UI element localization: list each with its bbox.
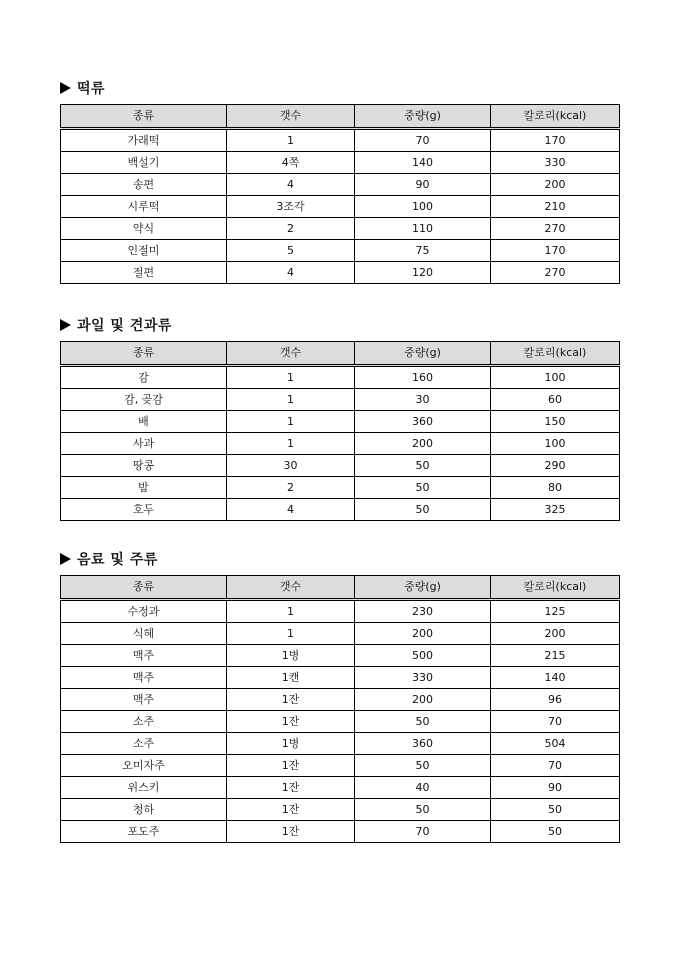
cell-type: 위스키 <box>61 777 227 799</box>
cell-calories: 70 <box>491 711 620 733</box>
cell-calories: 100 <box>491 433 620 455</box>
cell-calories: 96 <box>491 689 620 711</box>
cell-calories: 140 <box>491 667 620 689</box>
cell-weight: 50 <box>355 711 491 733</box>
cell-type: 배 <box>61 411 227 433</box>
cell-weight: 160 <box>355 366 491 389</box>
cell-weight: 30 <box>355 389 491 411</box>
cell-type: 인절미 <box>61 240 227 262</box>
section-title <box>60 78 620 98</box>
cell-count: 30 <box>227 455 355 477</box>
cell-calories: 325 <box>491 499 620 521</box>
table-row <box>61 262 620 284</box>
cell-count: 1잔 <box>227 755 355 777</box>
cell-type: 감 <box>61 366 227 389</box>
header-cell-calories: 칼로리(kcal) <box>491 342 620 366</box>
cell-type: 절편 <box>61 262 227 284</box>
cell-weight: 200 <box>355 433 491 455</box>
cell-weight: 100 <box>355 196 491 218</box>
cell-count: 2 <box>227 477 355 499</box>
table-row <box>61 129 620 152</box>
cell-calories: 330 <box>491 152 620 174</box>
cell-type: 오미자주 <box>61 755 227 777</box>
cell-count: 4 <box>227 174 355 196</box>
table-row <box>61 711 620 733</box>
cell-calories: 150 <box>491 411 620 433</box>
table-row <box>61 645 620 667</box>
cell-count: 1잔 <box>227 689 355 711</box>
cell-weight: 75 <box>355 240 491 262</box>
cell-count: 1캔 <box>227 667 355 689</box>
section-title-text: 떡류 <box>77 81 106 97</box>
table-row <box>61 196 620 218</box>
cell-type: 맥주 <box>61 645 227 667</box>
cell-type: 포도주 <box>61 821 227 843</box>
cell-type: 소주 <box>61 711 227 733</box>
table-row <box>61 152 620 174</box>
header-cell-type: 종류 <box>61 576 227 600</box>
cell-count: 4쪽 <box>227 152 355 174</box>
table-row <box>61 821 620 843</box>
calorie-table <box>60 341 620 521</box>
cell-calories: 200 <box>491 623 620 645</box>
table-row <box>61 411 620 433</box>
cell-calories: 270 <box>491 218 620 240</box>
cell-weight: 90 <box>355 174 491 196</box>
header-row <box>61 105 620 129</box>
cell-weight: 70 <box>355 129 491 152</box>
cell-count: 1 <box>227 411 355 433</box>
cell-calories: 50 <box>491 799 620 821</box>
table-row <box>61 455 620 477</box>
table-row <box>61 755 620 777</box>
cell-weight: 330 <box>355 667 491 689</box>
table-row <box>61 218 620 240</box>
cell-calories: 270 <box>491 262 620 284</box>
cell-count: 1 <box>227 433 355 455</box>
cell-calories: 215 <box>491 645 620 667</box>
cell-type: 사과 <box>61 433 227 455</box>
header-cell-count: 갯수 <box>227 105 355 129</box>
cell-weight: 50 <box>355 799 491 821</box>
cell-calories: 170 <box>491 129 620 152</box>
cell-weight: 120 <box>355 262 491 284</box>
section-title-text: 음료 및 주류 <box>77 552 158 568</box>
cell-type: 소주 <box>61 733 227 755</box>
cell-calories: 210 <box>491 196 620 218</box>
cell-calories: 60 <box>491 389 620 411</box>
cell-weight: 200 <box>355 689 491 711</box>
calorie-table <box>60 575 620 843</box>
header-cell-type: 종류 <box>61 342 227 366</box>
cell-count: 1 <box>227 366 355 389</box>
table-row <box>61 174 620 196</box>
cell-calories: 200 <box>491 174 620 196</box>
cell-type: 백설기 <box>61 152 227 174</box>
header-cell-type: 종류 <box>61 105 227 129</box>
table-row <box>61 366 620 389</box>
header-cell-weight: 중량(g) <box>355 105 491 129</box>
cell-weight: 110 <box>355 218 491 240</box>
cell-calories: 100 <box>491 366 620 389</box>
cell-weight: 200 <box>355 623 491 645</box>
cell-count: 1잔 <box>227 777 355 799</box>
cell-count: 1 <box>227 129 355 152</box>
cell-type: 약식 <box>61 218 227 240</box>
table-row <box>61 623 620 645</box>
cell-weight: 50 <box>355 477 491 499</box>
table-row <box>61 499 620 521</box>
triangle-bullet-icon <box>60 82 71 94</box>
cell-count: 2 <box>227 218 355 240</box>
cell-type: 시루떡 <box>61 196 227 218</box>
section-title <box>60 315 620 335</box>
cell-type: 맥주 <box>61 689 227 711</box>
table-row <box>61 433 620 455</box>
cell-count: 1 <box>227 600 355 623</box>
cell-weight: 50 <box>355 455 491 477</box>
header-cell-weight: 중량(g) <box>355 576 491 600</box>
cell-count: 1잔 <box>227 799 355 821</box>
cell-weight: 360 <box>355 733 491 755</box>
cell-count: 1잔 <box>227 821 355 843</box>
cell-calories: 125 <box>491 600 620 623</box>
cell-weight: 50 <box>355 755 491 777</box>
table-row <box>61 477 620 499</box>
cell-count: 1잔 <box>227 711 355 733</box>
table-row <box>61 689 620 711</box>
cell-count: 1 <box>227 389 355 411</box>
cell-type: 호두 <box>61 499 227 521</box>
cell-count: 4 <box>227 499 355 521</box>
triangle-bullet-icon <box>60 319 71 331</box>
cell-count: 1병 <box>227 733 355 755</box>
section-title <box>60 549 620 569</box>
cell-type: 송편 <box>61 174 227 196</box>
cell-type: 수정과 <box>61 600 227 623</box>
cell-calories: 70 <box>491 755 620 777</box>
cell-weight: 140 <box>355 152 491 174</box>
cell-weight: 360 <box>355 411 491 433</box>
section-rice-cakes <box>60 78 620 284</box>
cell-weight: 500 <box>355 645 491 667</box>
table-row <box>61 389 620 411</box>
cell-weight: 70 <box>355 821 491 843</box>
cell-calories: 50 <box>491 821 620 843</box>
cell-type: 밤 <box>61 477 227 499</box>
section-drinks-alcohol <box>60 549 620 843</box>
cell-count: 4 <box>227 262 355 284</box>
cell-calories: 170 <box>491 240 620 262</box>
cell-type: 가래떡 <box>61 129 227 152</box>
header-cell-weight: 중량(g) <box>355 342 491 366</box>
header-cell-count: 갯수 <box>227 576 355 600</box>
header-cell-count: 갯수 <box>227 342 355 366</box>
section-fruits-nuts <box>60 315 620 521</box>
cell-calories: 90 <box>491 777 620 799</box>
cell-type: 감, 곶감 <box>61 389 227 411</box>
cell-weight: 50 <box>355 499 491 521</box>
cell-calories: 80 <box>491 477 620 499</box>
calorie-table <box>60 104 620 284</box>
table-row <box>61 777 620 799</box>
cell-type: 맥주 <box>61 667 227 689</box>
cell-count: 3조각 <box>227 196 355 218</box>
cell-count: 1 <box>227 623 355 645</box>
header-cell-calories: 칼로리(kcal) <box>491 105 620 129</box>
table-row <box>61 799 620 821</box>
cell-weight: 230 <box>355 600 491 623</box>
cell-type: 청하 <box>61 799 227 821</box>
table-row <box>61 240 620 262</box>
header-row <box>61 342 620 366</box>
triangle-bullet-icon <box>60 553 71 565</box>
header-cell-calories: 칼로리(kcal) <box>491 576 620 600</box>
table-row <box>61 733 620 755</box>
table-row <box>61 667 620 689</box>
cell-type: 땅콩 <box>61 455 227 477</box>
cell-weight: 40 <box>355 777 491 799</box>
cell-calories: 504 <box>491 733 620 755</box>
cell-type: 식혜 <box>61 623 227 645</box>
cell-calories: 290 <box>491 455 620 477</box>
header-row <box>61 576 620 600</box>
cell-count: 1병 <box>227 645 355 667</box>
table-row <box>61 600 620 623</box>
section-title-text: 과일 및 견과류 <box>77 318 172 334</box>
cell-count: 5 <box>227 240 355 262</box>
